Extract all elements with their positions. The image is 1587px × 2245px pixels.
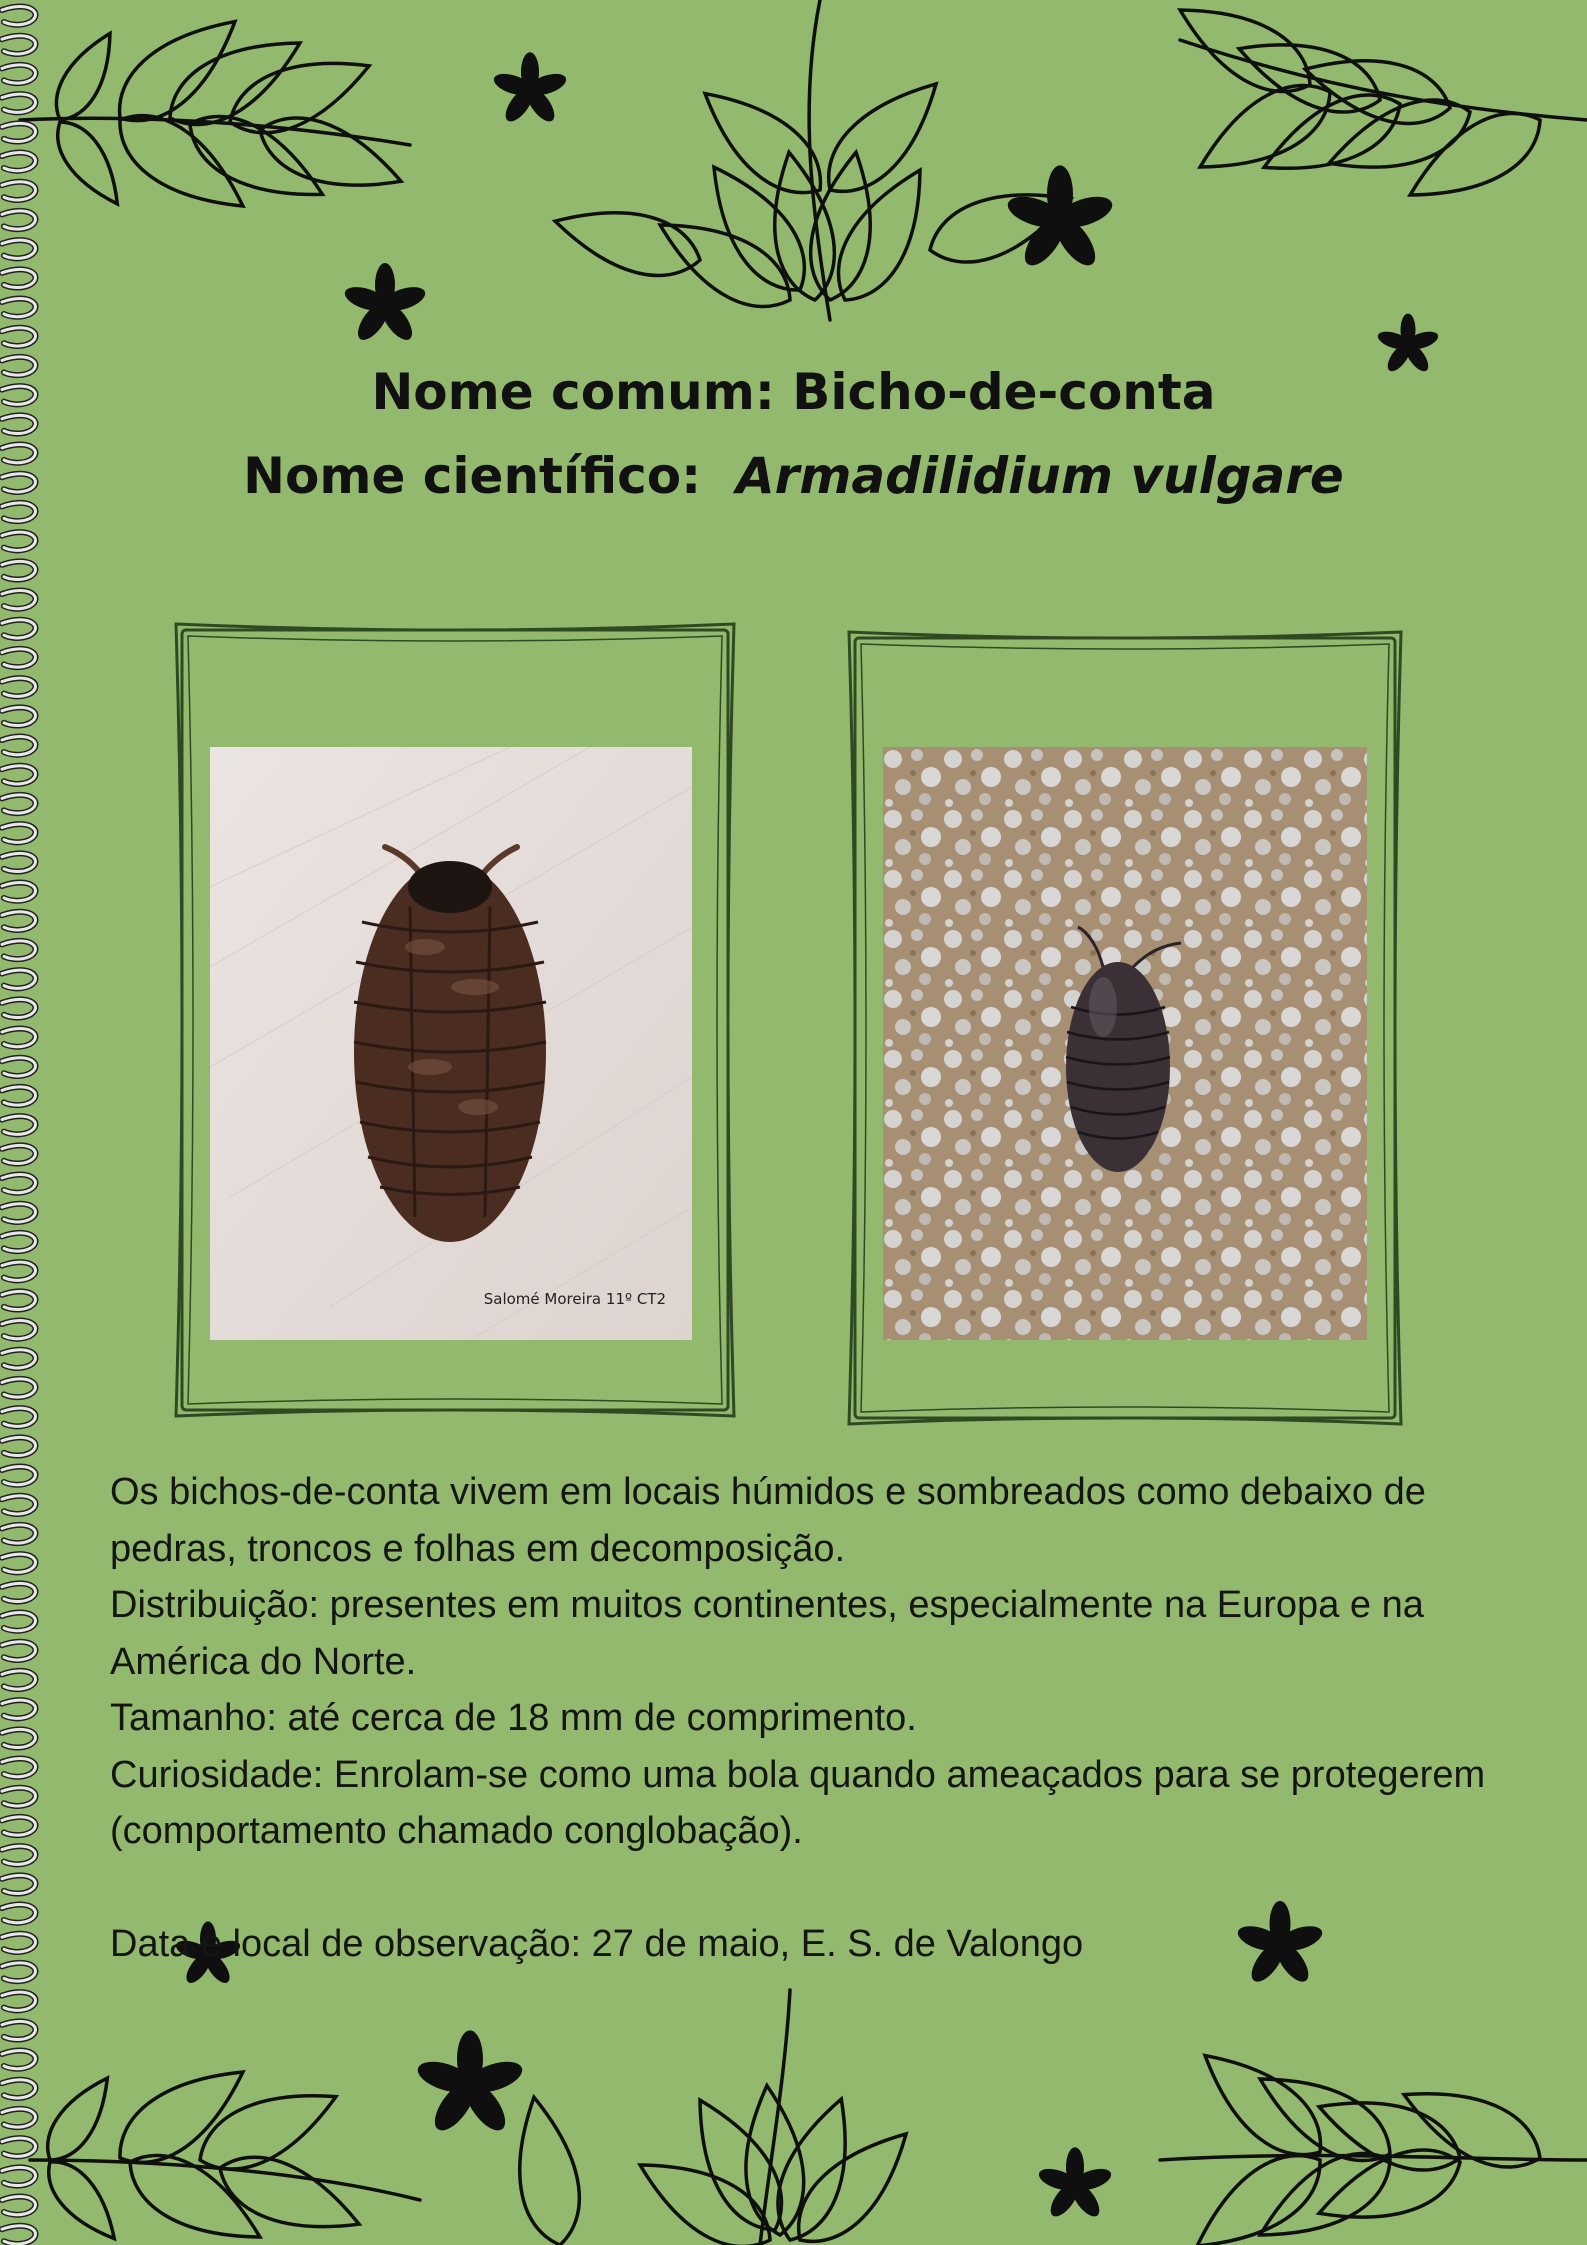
observation-text: Data e local de observação: 27 de maio, E. S. de Valongo xyxy=(110,1922,1084,1965)
drawing-credit: Salomé Moreira 11º CT2 xyxy=(483,1290,666,1308)
curiosity-text: Curiosidade: Enrolam-se como uma bola quando ameaçados para se protegerem (comportamento chamado conglobação). xyxy=(110,1753,1486,1852)
scientific-name-label: Nome científico: xyxy=(243,447,702,505)
spiral-binding xyxy=(0,0,60,2245)
scientific-name: Armadilidium vulgare xyxy=(735,447,1344,505)
scientific-name-line xyxy=(0,434,1587,518)
isopod-photo xyxy=(883,747,1367,1340)
description-text xyxy=(110,1464,1550,1972)
common-name-line xyxy=(0,350,1587,434)
title-block xyxy=(0,350,1587,518)
paragraph-gap xyxy=(110,1860,1550,1916)
habitat-text: Os bichos-de-conta vivem em locais húmidos e sombreados como debaixo de pedras, troncos e folhas em decomposição. xyxy=(110,1471,1426,1570)
isopod-illustration xyxy=(210,747,692,1340)
common-name-label: Nome comum: xyxy=(371,363,775,421)
isopod-photograph xyxy=(883,747,1367,1340)
size-text: Tamanho: até cerca de 18 mm de comprimento. xyxy=(110,1697,917,1739)
common-name: Bicho-de-conta xyxy=(792,363,1216,421)
isopod-drawing xyxy=(210,747,692,1340)
distribution-text: Distribuição: presentes em muitos continentes, especialmente na Europa e na América do Norte. xyxy=(110,1584,1424,1683)
